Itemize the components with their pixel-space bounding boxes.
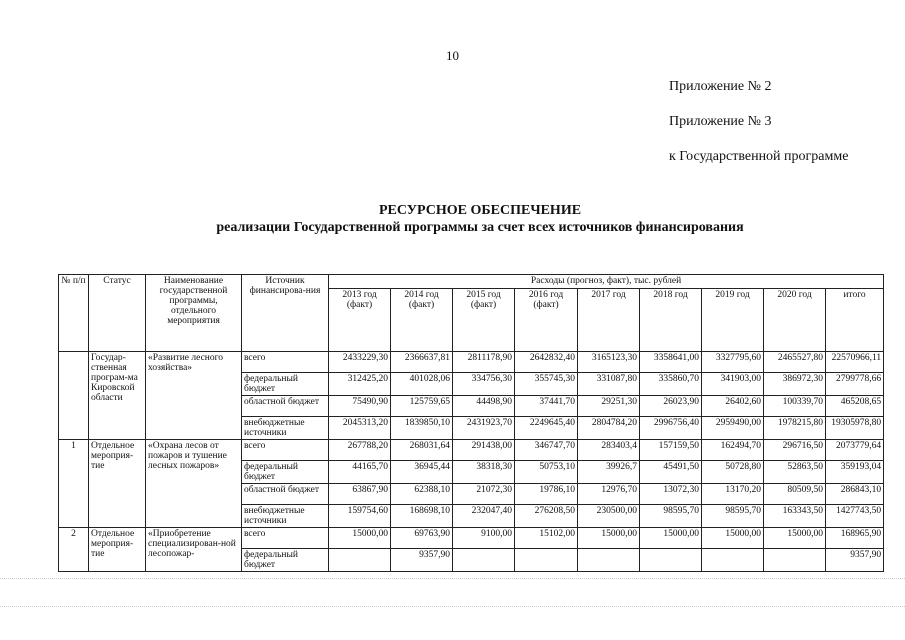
- cell-total: 359193,04: [826, 461, 884, 484]
- cell-source: федеральный бюджет: [242, 461, 329, 484]
- cell-value: 1978215,80: [764, 417, 826, 440]
- cell-value: [764, 549, 826, 572]
- cell-source: всего: [242, 440, 329, 461]
- cell-value: 296716,50: [764, 440, 826, 461]
- cell-value: 44498,90: [453, 396, 515, 417]
- appendix-line-2: Приложение № 3: [669, 114, 772, 129]
- cell-source: всего: [242, 352, 329, 373]
- cell-value: 2433229,30: [329, 352, 391, 373]
- cell-value: 1839850,10: [391, 417, 453, 440]
- cell-value: 2431923,70: [453, 417, 515, 440]
- cell-total: 9357,90: [826, 549, 884, 572]
- cell-value: 9357,90: [391, 549, 453, 572]
- header-year: 2015 год (факт): [453, 289, 515, 352]
- header-status: Статус: [89, 275, 146, 352]
- header-year: 2013 год (факт): [329, 289, 391, 352]
- cell-num: 1: [59, 440, 89, 528]
- cell-source: всего: [242, 528, 329, 549]
- cell-name: «Охрана лесов от пожаров и тушение лесных пожаров»: [146, 440, 242, 528]
- cell-source: федеральный бюджет: [242, 373, 329, 396]
- cell-value: 2804784,20: [578, 417, 640, 440]
- cell-value: 312425,20: [329, 373, 391, 396]
- header-total: итого: [826, 289, 884, 352]
- scan-noise-line: [0, 578, 905, 580]
- cell-value: 276208,50: [515, 505, 578, 528]
- cell-value: 355745,30: [515, 373, 578, 396]
- document-title: РЕСУРСНОЕ ОБЕСПЕЧЕНИЕ: [378, 203, 582, 218]
- cell-value: 62388,10: [391, 484, 453, 505]
- cell-value: 13170,20: [702, 484, 764, 505]
- cell-status: Государ-ственная програм-ма Кировской области: [89, 352, 146, 440]
- cell-value: 38318,30: [453, 461, 515, 484]
- cell-name: «Приобретение специализирован-ной лесопожар-: [146, 528, 242, 572]
- cell-source: федеральный бюджет: [242, 549, 329, 572]
- cell-source: внебюджетные источники: [242, 505, 329, 528]
- cell-value: 50753,10: [515, 461, 578, 484]
- cell-value: 44165,70: [329, 461, 391, 484]
- cell-value: 341903,00: [702, 373, 764, 396]
- cell-value: [578, 549, 640, 572]
- cell-num: [59, 352, 89, 440]
- cell-total: 19305978,80: [826, 417, 884, 440]
- cell-value: 15000,00: [640, 528, 702, 549]
- cell-value: 2045313,20: [329, 417, 391, 440]
- cell-value: 162494,70: [702, 440, 764, 461]
- cell-total: 2073779,64: [826, 440, 884, 461]
- header-source: Источник финансирова-ния: [242, 275, 329, 352]
- cell-value: 15000,00: [578, 528, 640, 549]
- header-num: № п/п: [59, 275, 89, 352]
- header-year: 2014 год (факт): [391, 289, 453, 352]
- cell-value: 157159,50: [640, 440, 702, 461]
- cell-total: 2799778,66: [826, 373, 884, 396]
- cell-value: 69763,90: [391, 528, 453, 549]
- cell-value: 2996756,40: [640, 417, 702, 440]
- cell-value: 9100,00: [453, 528, 515, 549]
- cell-value: 26023,90: [640, 396, 702, 417]
- cell-value: 15102,00: [515, 528, 578, 549]
- cell-value: [702, 549, 764, 572]
- cell-value: 163343,50: [764, 505, 826, 528]
- table-row: [59, 352, 884, 373]
- header-year: 2020 год: [764, 289, 826, 352]
- cell-value: 2642832,40: [515, 352, 578, 373]
- cell-value: 230500,00: [578, 505, 640, 528]
- cell-value: 39926,7: [578, 461, 640, 484]
- table-header-row: [59, 275, 884, 289]
- cell-value: 15000,00: [702, 528, 764, 549]
- header-name: Наименование государственной программы, отдельного мероприятия: [146, 275, 242, 352]
- cell-value: 19786,10: [515, 484, 578, 505]
- cell-value: [640, 549, 702, 572]
- cell-value: 37441,70: [515, 396, 578, 417]
- cell-value: 401028,06: [391, 373, 453, 396]
- cell-value: 12976,70: [578, 484, 640, 505]
- cell-value: 2249645,40: [515, 417, 578, 440]
- cell-value: 386972,30: [764, 373, 826, 396]
- cell-value: [453, 549, 515, 572]
- cell-value: [515, 549, 578, 572]
- cell-value: 63867,90: [329, 484, 391, 505]
- cell-value: 29251,30: [578, 396, 640, 417]
- cell-value: 26402,60: [702, 396, 764, 417]
- cell-value: 3165123,30: [578, 352, 640, 373]
- cell-value: 45491,50: [640, 461, 702, 484]
- cell-value: 267788,20: [329, 440, 391, 461]
- cell-value: 15000,00: [329, 528, 391, 549]
- cell-value: 36945,44: [391, 461, 453, 484]
- cell-value: 2811178,90: [453, 352, 515, 373]
- cell-value: 3358641,00: [640, 352, 702, 373]
- cell-value: 334756,30: [453, 373, 515, 396]
- header-year: 2018 год: [640, 289, 702, 352]
- cell-value: 335860,70: [640, 373, 702, 396]
- cell-value: 232047,40: [453, 505, 515, 528]
- appendix-line-3: к Государственной программе: [669, 149, 849, 164]
- header-expenses: Расходы (прогноз, факт), тыс. рублей: [329, 275, 884, 289]
- cell-source: областной бюджет: [242, 484, 329, 505]
- cell-source: внебюджетные источники: [242, 417, 329, 440]
- header-year: 2016 год (факт): [515, 289, 578, 352]
- cell-value: 2959490,00: [702, 417, 764, 440]
- document-subtitle: реализации Государственной программы за счет всех источников финансирования: [216, 220, 744, 235]
- table-row: [59, 528, 884, 549]
- header-year: 2017 год: [578, 289, 640, 352]
- cell-value: 125759,65: [391, 396, 453, 417]
- cell-value: 331087,80: [578, 373, 640, 396]
- cell-value: 98595,70: [702, 505, 764, 528]
- cell-value: 3327795,60: [702, 352, 764, 373]
- cell-name: «Развитие лесного хозяйства»: [146, 352, 242, 440]
- cell-total: 22570966,11: [826, 352, 884, 373]
- cell-value: 268031,64: [391, 440, 453, 461]
- cell-total: 465208,65: [826, 396, 884, 417]
- cell-value: 50728,80: [702, 461, 764, 484]
- resource-table: [58, 274, 884, 572]
- cell-value: 346747,70: [515, 440, 578, 461]
- cell-value: 52863,50: [764, 461, 826, 484]
- cell-total: 1427743,50: [826, 505, 884, 528]
- cell-value: 2465527,80: [764, 352, 826, 373]
- appendix-line-1: Приложение № 2: [669, 79, 772, 94]
- cell-value: 80509,50: [764, 484, 826, 505]
- cell-value: 21072,30: [453, 484, 515, 505]
- cell-value: 13072,30: [640, 484, 702, 505]
- table-row: [59, 440, 884, 461]
- cell-source: областной бюджет: [242, 396, 329, 417]
- cell-value: 291438,00: [453, 440, 515, 461]
- cell-value: 168698,10: [391, 505, 453, 528]
- cell-status: Отдельное мероприя-тие: [89, 440, 146, 528]
- scan-noise-line: [0, 606, 905, 608]
- cell-total: 168965,90: [826, 528, 884, 549]
- cell-value: 283403,4: [578, 440, 640, 461]
- cell-value: [329, 549, 391, 572]
- cell-value: 98595,70: [640, 505, 702, 528]
- cell-value: 159754,60: [329, 505, 391, 528]
- cell-value: 75490,90: [329, 396, 391, 417]
- cell-value: 2366637,81: [391, 352, 453, 373]
- cell-status: Отдельное мероприя-тие: [89, 528, 146, 572]
- cell-value: 100339,70: [764, 396, 826, 417]
- cell-value: 15000,00: [764, 528, 826, 549]
- page-number: 10: [446, 48, 459, 63]
- cell-num: 2: [59, 528, 89, 572]
- header-year: 2019 год: [702, 289, 764, 352]
- cell-total: 286843,10: [826, 484, 884, 505]
